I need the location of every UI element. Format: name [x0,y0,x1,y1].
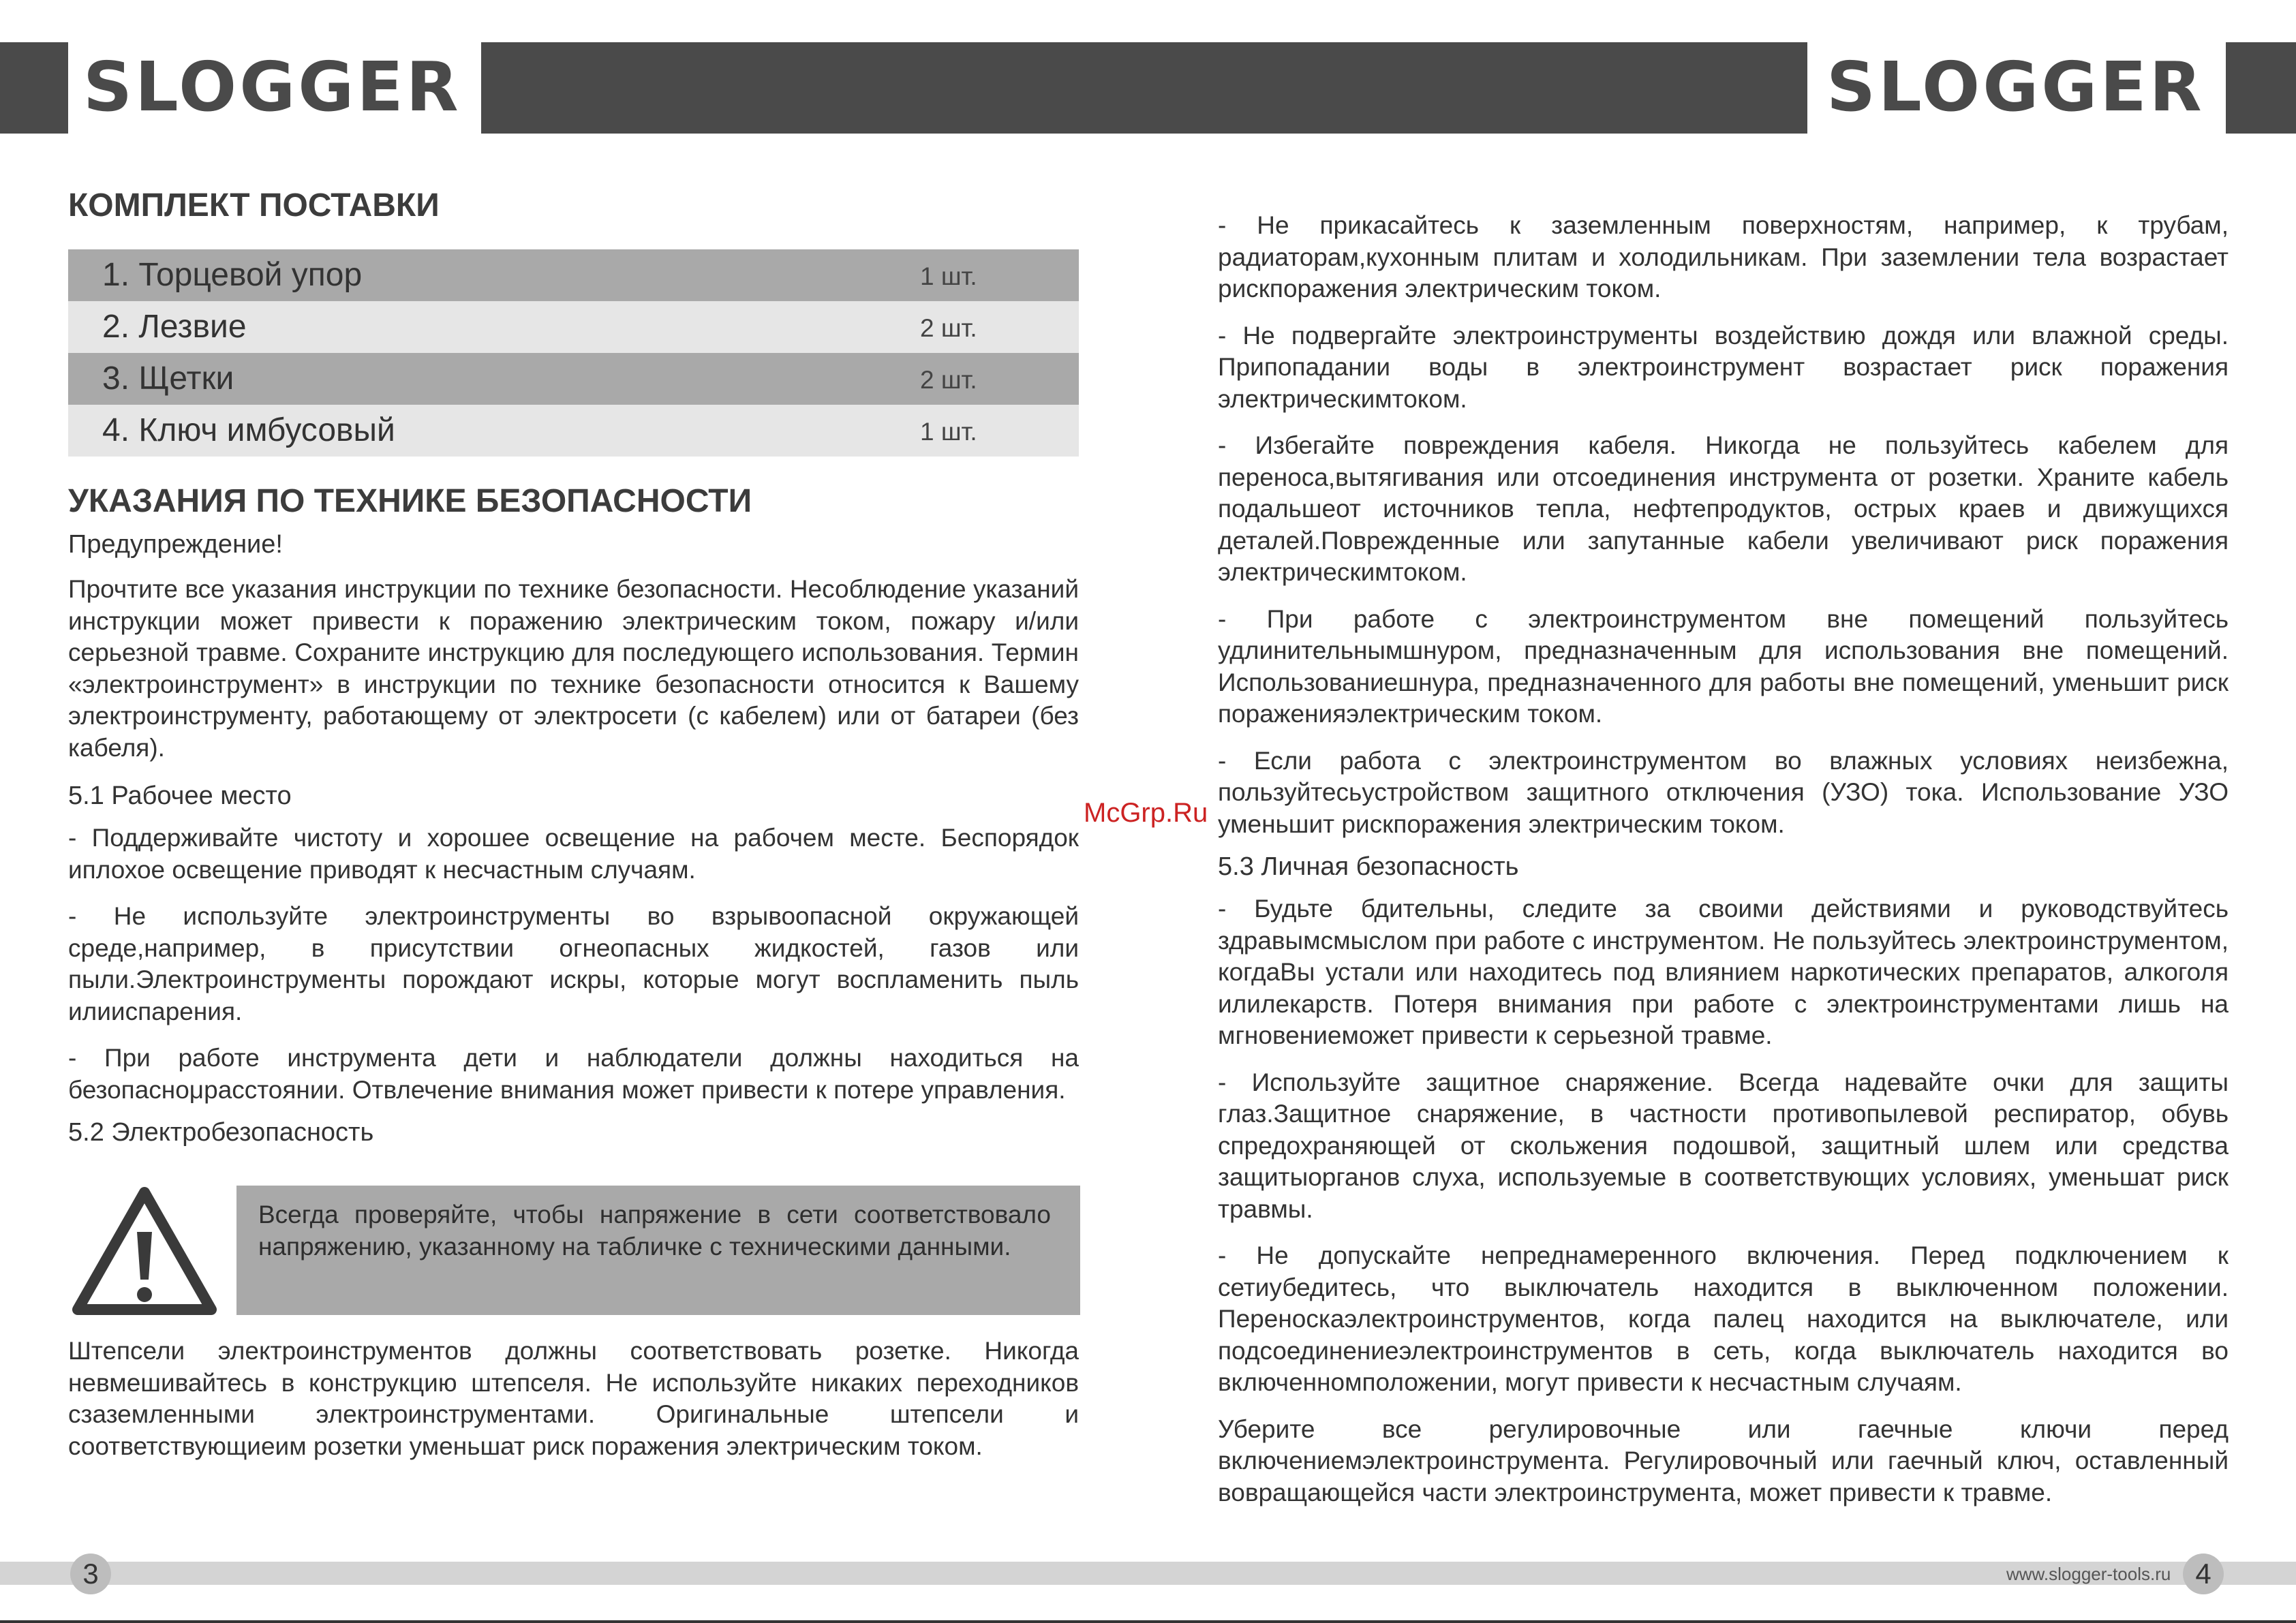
kit-item-name: 1. Торцевой упор [102,257,363,293]
section-5-3-title: 5.3 Личная безопасность [1218,852,1519,881]
section-5-1-title: 5.1 Рабочее место [68,782,292,810]
kit-item-qty: 2 шт. [920,366,977,394]
kit-row [68,405,1079,457]
intro-paragraph: Прочтите все указания инструкции по технике безопасности. Несоблюдение указаний инструкции может привести к поражению электрическим током, пожару и/или серьезной травме. Сохраните инструкцию для последующего использования. Термин «электроинструмент» в инструкции по технике безопасности относится к Вашему электроинструменту, работающему от электросети (с кабелем) или от батареи (без кабеля). [68,575,1079,762]
kit-item-name: 2. Лезвие [102,309,247,345]
paragraph: - Используйте защитное снаряжение. Всегда надевайте очки для защиты глаз.Защитное снаряжение, в частности противопылевой респиратор, обувь спредохраняющей от скольжения подошвой, защитный шлем или средства защитыорганов слуха, используемые в соответствующих условиях, уменьшат риск травмы. [1218,1068,2229,1223]
kit-item-name: 4. Ключ имбусовый [102,412,395,448]
warning-box [236,1186,1080,1315]
right-column-text [1218,210,2229,1509]
kit-item-qty: 1 шт. [920,418,977,446]
kit-item-name: 3. Щетки [102,360,234,397]
kit-table [68,249,1079,457]
kit-item-qty: 1 шт. [920,262,977,290]
kit-item-qty: 2 шт. [920,314,977,342]
page-number-right: 4 [2183,1554,2224,1594]
footer-bar [0,1562,2296,1585]
logo-right: SLOGGER [1826,47,2205,127]
header-band-right [2226,42,2296,134]
warning-triangle-icon [70,1184,219,1318]
paragraph: - Не допускайте непреднамеренного включения. Перед подключением к сетиубедитесь, что выключатель находится в выключенном положении. Переноскаэлектроинструментов, когда палец находится на выключателе, или подсоединениеэлектроинструментов в сеть, когда выключатель находится во включенномположении, могут привести к несчастным случаям. [1218,1241,2229,1396]
paragraph: - Избегайте повреждения кабеля. Никогда не пользуйтесь кабелем для переноса,вытягивания или отсоединения инструмента от розетки. Храните кабель подальшеот источников тепла, нефтепродуктов, острых краев и движущихся деталей.Поврежденные или запутанные кабели увеличивают риск поражения электрическимтоком. [1218,431,2229,586]
kit-title: КОМПЛЕКТ ПОСТАВКИ [68,187,440,223]
section-5-2-title: 5.2 Электробезопасность [68,1118,374,1147]
page-number-left: 3 [70,1554,111,1594]
paragraph: Уберите все регулировочные или гаечные ключи перед включениемэлектроинструмента. Регулировочный или гаечный ключ, оставленный вовращающейся части электроинструмента, может привести к травме. [1218,1415,2229,1506]
header-band-center [481,42,1807,134]
warning-label: Предупреждение! [68,530,283,559]
paragraph: - Не подвергайте электроинструменты воздействию дождя или влажной среды. Припопадании воды в электроинструмент возрастает риск поражения электрическимтоком. [1218,321,2229,413]
paragraph: - Не прикасайтесь к заземленным поверхностям, например, к трубам, радиаторам,кухонным плитам и холодильникам. При заземлении тела возрастает рискпоражения электрическим током. [1218,211,2229,303]
paragraph: - Поддерживайте чистоту и хорошее освещение на рабочем месте. Беспорядок иплохое освещение приводят к несчастным случаям. [68,824,1079,884]
paragraph: - При работе с электроинструментом вне помещений пользуйтесь удлинительнымшнуром, предназначенным для использования вне помещений. Использованиешнура, предназначенного для работы вне помещений, уменьшит риск пораженияэлектрическим током. [1218,604,2229,728]
kit-row [68,249,1079,301]
website-url: www.slogger-tools.ru [2006,1564,2171,1584]
bottom-rule [0,1620,2296,1623]
paragraph: - При работе инструмента дети и наблюдатели должны находиться на безопаснομрасстоянии. Отвлечение внимания может привести к потере управления. [68,1044,1079,1104]
paragraph: - Если работа с электроинструментом во влажных условиях неизбежна, пользуйтесьустройством защитного отключения (УЗО) тока. Использование УЗО уменьшит рискпоражения электрическим током. [1218,746,2229,838]
logo-left: SLOGGER [83,47,461,127]
safety-title: УКАЗАНИЯ ПО ТЕХНИКЕ БЕЗОПАСНОСТИ [68,483,752,519]
kit-row [68,353,1079,405]
left-column-text [68,481,1079,1149]
watermark: McGrp.Ru [1084,798,1208,828]
kit-row [68,301,1079,353]
paragraph: - Будьте бдительны, следите за своими действиями и руководствуйтесь здравымсмыслом при работе с инструментом. Не пользуйтесь электроинструментом, когдаВы устали или находитесь под влиянием наркотических препаратов, алкоголя илилекарств. Потеря внимания при работе с электроинструментами лишь на мгновениеможет привести к серьезной травме. [1218,895,2229,1049]
paragraph: - Не используйте электроинструменты во взрывоопасной окружающей среде,например, в присутствии огнеопасных жидкостей, газов или пыли.Электроинструменты порождают искры, которые могут воспламенить пыль илииспарения. [68,902,1079,1025]
paragraph: Штепсели электроинструментов должны соответствовать розетке. Никогда невмешивайтесь в конструкцию штепселя. Не используйте никаких переходников сзаземленными электроинструментами. Оригинальные штепсели и соответствующиеим розетки уменьшат риск поражения электрическим током. [68,1337,1079,1460]
warning-box-text: Всегда проверяйте, чтобы напряжение в сети соответствовало напряжению, указанному на табличке с техническими данными. [258,1201,1051,1261]
header-band-left [0,42,68,134]
